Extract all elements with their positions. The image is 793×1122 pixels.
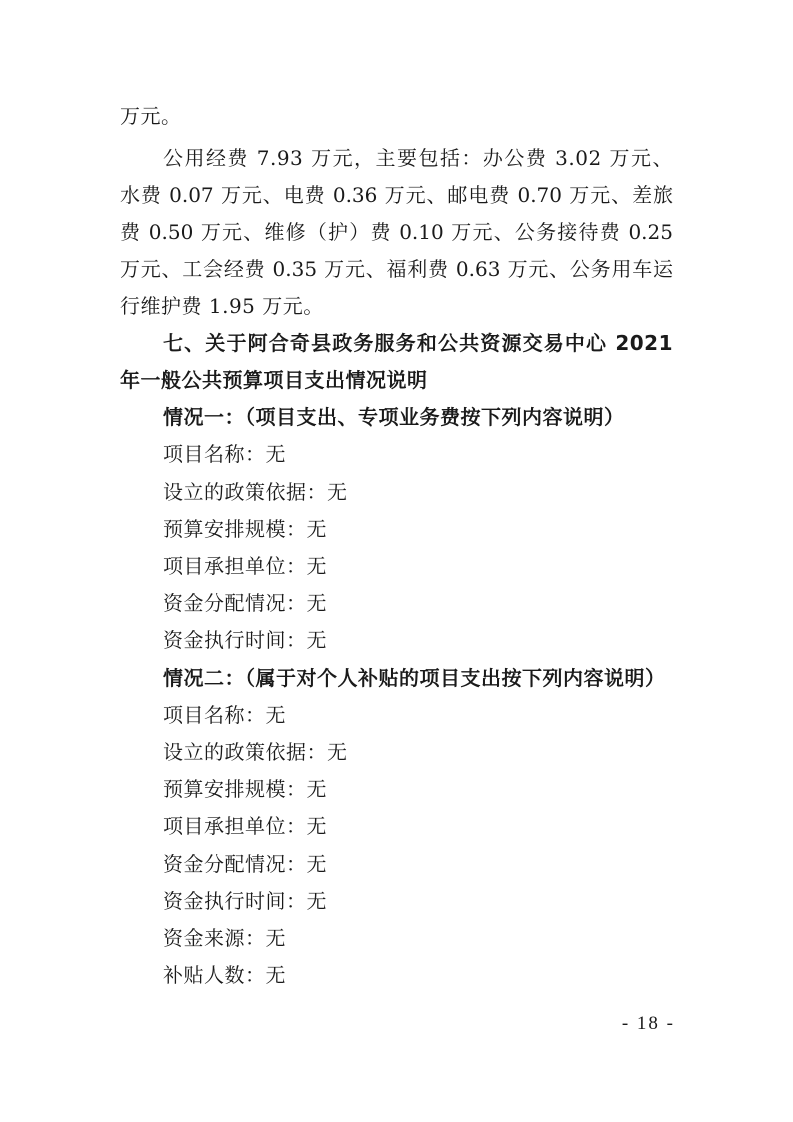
paragraph-line: 费 0.50 万元、维修（护）费 0.10 万元、公务接待费 0.25: [120, 220, 673, 244]
section-heading-continuation: 年一般公共预算项目支出情况说明: [120, 368, 428, 392]
case2-item: 项目名称：无: [163, 703, 286, 727]
case1-item: 设立的政策依据：无: [163, 480, 348, 504]
case1-item: 项目承担单位：无: [163, 554, 327, 578]
paragraph-line: 万元。: [120, 104, 182, 128]
case2-item: 补贴人数：无: [163, 963, 286, 987]
paragraph-line: 行维护费 1.95 万元。: [120, 294, 324, 318]
paragraph-line: 公用经费 7.93 万元，主要包括：办公费 3.02 万元、: [163, 146, 673, 170]
case2-item: 预算安排规模：无: [163, 777, 327, 801]
section-heading: 七、关于阿合奇县政务服务和公共资源交易中心 2021: [163, 331, 673, 355]
case1-heading: 情况一：（项目支出、专项业务费按下列内容说明）: [163, 405, 625, 429]
case2-item: 资金执行时间：无: [163, 889, 327, 913]
case1-item: 资金执行时间：无: [163, 628, 327, 652]
case2-heading: 情况二：（属于对个人补贴的项目支出按下列内容说明）: [163, 666, 666, 690]
case1-item: 资金分配情况：无: [163, 591, 327, 615]
paragraph-line: 水费 0.07 万元、电费 0.36 万元、邮电费 0.70 万元、差旅: [120, 183, 673, 207]
case1-item: 项目名称：无: [163, 442, 286, 466]
case2-item: 资金分配情况：无: [163, 852, 327, 876]
case2-item: 资金来源：无: [163, 926, 286, 950]
case1-item: 预算安排规模：无: [163, 517, 327, 541]
case2-item: 设立的政策依据：无: [163, 740, 348, 764]
case2-item: 项目承担单位：无: [163, 814, 327, 838]
paragraph-line: 万元、工会经费 0.35 万元、福利费 0.63 万元、公务用车运: [120, 257, 673, 281]
page-number: - 18 -: [621, 1013, 675, 1034]
